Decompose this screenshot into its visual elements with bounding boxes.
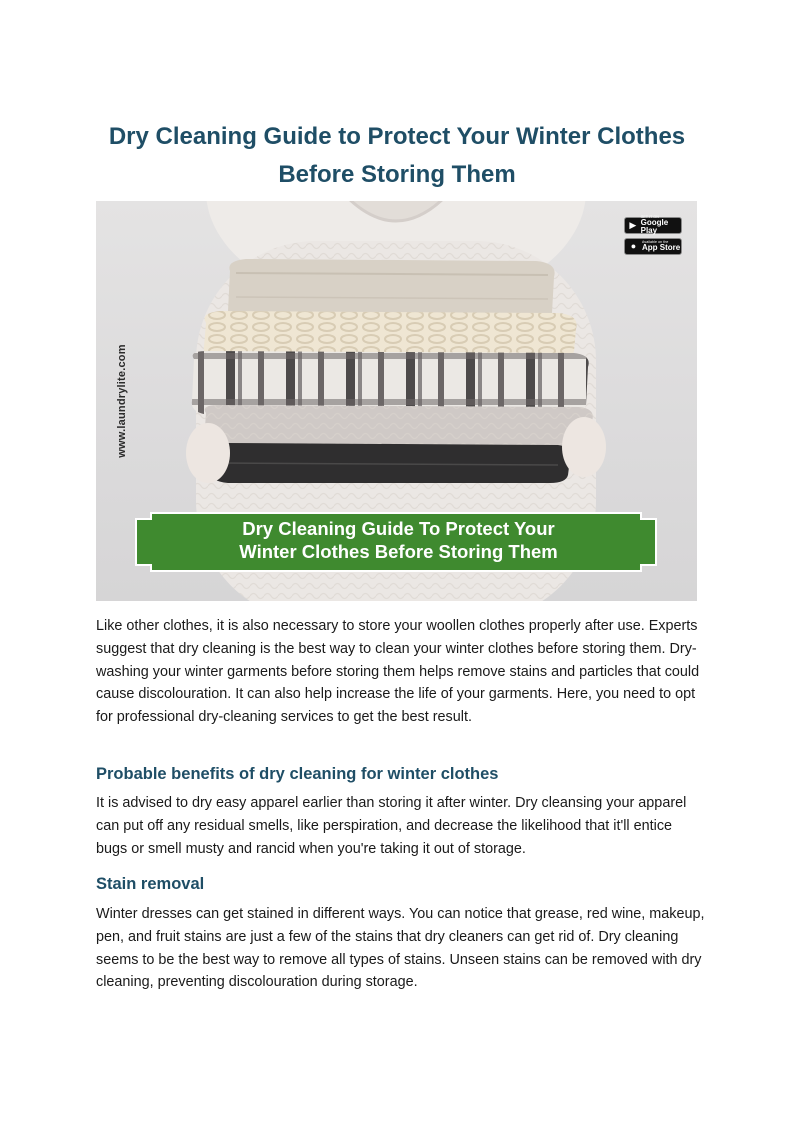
banner-line-1: Dry Cleaning Guide To Protect Your: [242, 518, 555, 539]
google-play-label: Google Play: [640, 218, 669, 236]
intro-paragraph: Like other clothes, it is also necessary to store your woollen clothes properly after use. Experts suggest that dry cleaning is the best way to clean your winter clothes before storing them. Dry-washing your winter garments before storing them helps remove stains and particles that could cause discolouration. It can also help increase the life of your garments. Here, you need to opt for professional dry-cleaning services to get the best result.: [96, 618, 700, 726]
stain-removal-heading: Stain removal: [96, 875, 205, 893]
apple-icon: ●: [630, 241, 637, 251]
banner-caption: [196, 517, 601, 563]
app-store-label: App Store: [642, 243, 681, 253]
benefits-heading: Probable benefits of dry cleaning for winter clothes: [96, 765, 499, 783]
play-store-icon: ▶: [629, 220, 637, 230]
benefits-paragraph: It is advised to dry easy apparel earlier than storing it after winter. Dry cleansing your apparel can put off any residual smells, like perspiration, and decrease the likelihood that it'll entice bugs or smell musty and rancid when you're taking it out of storage.: [96, 795, 687, 857]
banner-line-2: Winter Clothes Before Storing Them: [239, 541, 558, 562]
app-store-badge[interactable]: [624, 238, 682, 255]
page-title: Dry Cleaning Guide to Protect Your Winter Clothes Before Storing Them: [108, 123, 686, 188]
hero-image: [96, 201, 697, 601]
google-play-badge[interactable]: [624, 214, 682, 236]
stain-removal-paragraph: Winter dresses can get stained in different ways. You can notice that grease, red wine, makeup, pen, and fruit stains are just a few of the stains that dry cleaners can get rid of. Dry cleaning seems to be the best way to remove all types of stains. Unseen stains can be removed with dry cleaning, preventing discolouration during storage.: [96, 906, 705, 991]
google-play-small-text: GET IT ON: [640, 214, 659, 219]
site-url-label: www.laundrylite.com: [116, 344, 128, 458]
app-store-small-text: Available on the: [642, 239, 669, 244]
